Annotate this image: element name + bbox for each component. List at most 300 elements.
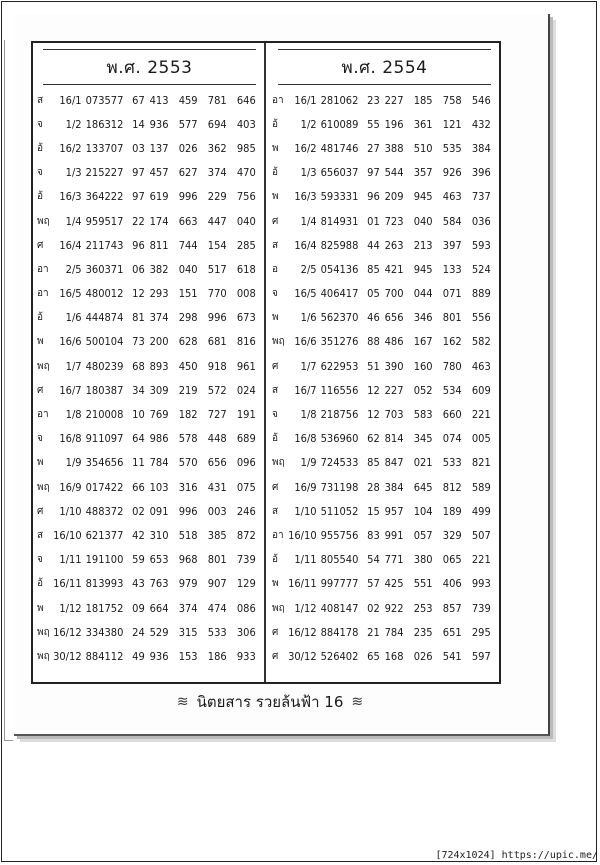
two-digit-cell: 57 xyxy=(367,577,380,591)
day-cell: จ xyxy=(272,288,278,300)
day-cell: อ้ xyxy=(272,167,279,179)
three-digit-cell: 219 xyxy=(178,383,198,397)
date-cell: 30/12 xyxy=(288,649,317,663)
three-digit-cell: 533 xyxy=(207,625,227,639)
day-cell: จ xyxy=(37,433,43,445)
three-digit-cell: 103 xyxy=(149,480,169,494)
day-cell: ศ xyxy=(272,481,279,493)
three-digit-cell: 160 xyxy=(413,359,433,373)
three-digit-cell: 463 xyxy=(471,359,491,373)
first-prize-cell: 480012 xyxy=(85,287,124,301)
two-digit-cell: 03 xyxy=(132,141,145,155)
day-cell: พฤ xyxy=(37,360,50,372)
three-digit-cell: 541 xyxy=(442,649,462,663)
date-cell: 1/7 xyxy=(65,359,82,373)
date-cell: 16/8 xyxy=(294,432,317,446)
first-prize-cell: 186312 xyxy=(85,117,124,131)
three-digit-cell: 044 xyxy=(413,287,433,301)
table-row xyxy=(35,548,264,572)
three-digit-cell: 811 xyxy=(149,238,169,252)
table-row xyxy=(35,402,264,426)
date-cell: 16/4 xyxy=(294,238,317,252)
table-row xyxy=(35,499,264,523)
day-cell: อ้ xyxy=(272,554,279,566)
left-ornament-icon: ≋ xyxy=(176,694,189,710)
three-digit-cell: 889 xyxy=(471,287,491,301)
three-digit-cell: 700 xyxy=(384,287,404,301)
first-prize-cell: 281062 xyxy=(320,93,359,107)
two-digit-cell: 49 xyxy=(132,649,145,663)
three-digit-cell: 660 xyxy=(442,408,462,422)
three-digit-cell: 801 xyxy=(442,311,462,325)
three-digit-cell: 384 xyxy=(471,141,491,155)
three-digit-cell: 374 xyxy=(207,166,227,180)
date-cell: 1/9 xyxy=(65,456,82,470)
three-digit-cell: 597 xyxy=(471,649,491,663)
date-cell: 1/7 xyxy=(300,359,317,373)
three-digit-cell: 096 xyxy=(236,456,256,470)
three-digit-cell: 040 xyxy=(413,214,433,228)
three-digit-cell: 316 xyxy=(178,480,198,494)
three-digit-cell: 374 xyxy=(149,311,169,325)
date-cell: 16/2 xyxy=(294,141,317,155)
three-digit-cell: 246 xyxy=(236,504,256,518)
day-cell: ศ xyxy=(37,384,44,396)
first-prize-cell: 191100 xyxy=(85,553,124,567)
date-cell: 1/4 xyxy=(300,214,317,228)
three-digit-cell: 507 xyxy=(471,528,491,542)
day-cell: อ้ xyxy=(37,142,44,154)
table-row xyxy=(35,427,264,451)
table-row xyxy=(35,88,264,112)
three-digit-cell: 737 xyxy=(471,190,491,204)
three-digit-cell: 397 xyxy=(442,238,462,252)
two-digit-cell: 09 xyxy=(132,601,145,615)
three-digit-cell: 295 xyxy=(471,625,491,639)
day-cell: ศ xyxy=(272,650,279,662)
first-prize-cell: 884112 xyxy=(85,649,124,663)
three-digit-cell: 583 xyxy=(413,408,433,422)
three-digit-cell: 137 xyxy=(149,141,169,155)
three-digit-cell: 182 xyxy=(178,408,198,422)
three-digit-cell: 769 xyxy=(149,408,169,422)
first-prize-cell: 959517 xyxy=(85,214,124,228)
table-row xyxy=(270,112,499,136)
three-digit-cell: 071 xyxy=(442,287,462,301)
first-prize-cell: 054136 xyxy=(320,262,359,276)
table-row xyxy=(270,402,499,426)
three-digit-cell: 227 xyxy=(384,93,404,107)
first-prize-cell: 825988 xyxy=(320,238,359,252)
three-digit-cell: 380 xyxy=(413,553,433,567)
three-digit-cell: 005 xyxy=(471,432,491,446)
three-digit-cell: 285 xyxy=(236,238,256,252)
three-digit-cell: 781 xyxy=(207,93,227,107)
two-digit-cell: 62 xyxy=(367,432,380,446)
first-prize-cell: 622953 xyxy=(320,359,359,373)
three-digit-cell: 577 xyxy=(178,117,198,131)
three-digit-cell: 816 xyxy=(236,335,256,349)
three-digit-cell: 167 xyxy=(413,335,433,349)
two-digit-cell: 14 xyxy=(132,117,145,131)
three-digit-cell: 821 xyxy=(471,456,491,470)
three-digit-cell: 517 xyxy=(207,262,227,276)
first-prize-cell: 211743 xyxy=(85,238,124,252)
three-digit-cell: 645 xyxy=(413,480,433,494)
two-digit-cell: 02 xyxy=(367,601,380,615)
page-footer xyxy=(160,690,380,714)
day-cell: พ xyxy=(37,457,44,469)
first-prize-cell: 813993 xyxy=(85,577,124,591)
two-digit-cell: 96 xyxy=(132,238,145,252)
three-digit-cell: 026 xyxy=(413,649,433,663)
day-cell: อ้ xyxy=(272,118,279,130)
three-digit-cell: 546 xyxy=(471,93,491,107)
three-digit-cell: 609 xyxy=(471,383,491,397)
day-cell: พ xyxy=(272,191,279,203)
three-digit-cell: 293 xyxy=(149,287,169,301)
two-digit-cell: 96 xyxy=(367,190,380,204)
table-row xyxy=(270,209,499,233)
table-row xyxy=(35,451,264,475)
three-digit-cell: 209 xyxy=(384,190,404,204)
two-digit-cell: 97 xyxy=(132,190,145,204)
date-cell: 30/12 xyxy=(53,649,82,663)
three-digit-cell: 739 xyxy=(471,601,491,615)
three-digit-cell: 040 xyxy=(178,262,198,276)
table-row xyxy=(270,88,499,112)
three-digit-cell: 996 xyxy=(178,504,198,518)
date-cell: 1/2 xyxy=(65,117,82,131)
two-digit-cell: 42 xyxy=(132,528,145,542)
three-digit-cell: 744 xyxy=(178,238,198,252)
three-digit-cell: 593 xyxy=(471,238,491,252)
day-cell: พ xyxy=(272,578,279,590)
table-row xyxy=(270,282,499,306)
three-digit-cell: 572 xyxy=(207,383,227,397)
three-digit-cell: 196 xyxy=(384,117,404,131)
three-digit-cell: 770 xyxy=(207,287,227,301)
lottery-results-table xyxy=(31,41,501,684)
three-digit-cell: 168 xyxy=(384,649,404,663)
date-cell: 16/6 xyxy=(59,335,82,349)
three-digit-cell: 814 xyxy=(384,432,404,446)
three-digit-cell: 945 xyxy=(413,262,433,276)
two-digit-cell: 51 xyxy=(367,359,380,373)
two-digit-cell: 02 xyxy=(132,504,145,518)
two-digit-cell: 46 xyxy=(367,311,380,325)
table-row xyxy=(270,330,499,354)
three-digit-cell: 656 xyxy=(207,456,227,470)
three-digit-cell: 653 xyxy=(149,553,169,567)
three-digit-cell: 346 xyxy=(413,311,433,325)
three-digit-cell: 936 xyxy=(149,649,169,663)
table-row xyxy=(35,112,264,136)
three-digit-cell: 663 xyxy=(178,214,198,228)
three-digit-cell: 357 xyxy=(413,166,433,180)
table-row xyxy=(35,233,264,257)
day-cell: ส xyxy=(272,384,279,396)
first-prize-cell: 215227 xyxy=(85,166,124,180)
three-digit-cell: 421 xyxy=(384,262,404,276)
three-digit-cell: 945 xyxy=(413,190,433,204)
table-row xyxy=(270,596,499,620)
three-digit-cell: 763 xyxy=(149,577,169,591)
two-digit-cell: 68 xyxy=(132,359,145,373)
two-digit-cell: 83 xyxy=(367,528,380,542)
right-ornament-icon: ≋ xyxy=(351,694,364,710)
three-digit-cell: 036 xyxy=(471,214,491,228)
three-digit-cell: 727 xyxy=(207,408,227,422)
three-digit-cell: 086 xyxy=(236,601,256,615)
three-digit-cell: 448 xyxy=(207,432,227,446)
two-digit-cell: 55 xyxy=(367,117,380,131)
first-prize-cell: 536960 xyxy=(320,432,359,446)
day-cell: พ xyxy=(37,336,44,348)
date-cell: 1/10 xyxy=(59,504,82,518)
three-digit-cell: 673 xyxy=(236,311,256,325)
three-digit-cell: 979 xyxy=(178,577,198,591)
table-row xyxy=(35,185,264,209)
three-digit-cell: 406 xyxy=(442,577,462,591)
three-digit-cell: 003 xyxy=(207,504,227,518)
three-digit-cell: 162 xyxy=(442,335,462,349)
three-digit-cell: 918 xyxy=(207,359,227,373)
date-cell: 16/3 xyxy=(59,190,82,204)
date-cell: 16/10 xyxy=(53,528,82,542)
three-digit-cell: 374 xyxy=(178,601,198,615)
date-cell: 16/3 xyxy=(294,190,317,204)
three-digit-cell: 229 xyxy=(207,190,227,204)
three-digit-cell: 186 xyxy=(207,649,227,663)
two-digit-cell: 06 xyxy=(132,262,145,276)
three-digit-cell: 104 xyxy=(413,504,433,518)
first-prize-cell: 814931 xyxy=(320,214,359,228)
table-row xyxy=(35,354,264,378)
three-digit-cell: 812 xyxy=(442,480,462,494)
three-digit-cell: 459 xyxy=(178,93,198,107)
year-header-left: พ.ศ. 2553 xyxy=(43,49,256,85)
day-cell: ส xyxy=(37,529,44,541)
three-digit-cell: 907 xyxy=(207,577,227,591)
table-row xyxy=(35,620,264,644)
first-prize-cell: 116556 xyxy=(320,383,359,397)
three-digit-cell: 486 xyxy=(384,335,404,349)
three-digit-cell: 936 xyxy=(149,117,169,131)
three-digit-cell: 801 xyxy=(207,553,227,567)
table-row xyxy=(270,499,499,523)
three-digit-cell: 463 xyxy=(442,190,462,204)
three-digit-cell: 651 xyxy=(442,625,462,639)
day-cell: ศ xyxy=(37,239,44,251)
two-digit-cell: 34 xyxy=(132,383,145,397)
three-digit-cell: 221 xyxy=(471,408,491,422)
year-column-right xyxy=(270,43,499,682)
day-cell: อ้ xyxy=(37,191,44,203)
three-digit-cell: 390 xyxy=(384,359,404,373)
table-row xyxy=(35,161,264,185)
first-prize-cell: 621377 xyxy=(85,528,124,542)
date-cell: 1/8 xyxy=(300,408,317,422)
day-cell: พ xyxy=(272,312,279,324)
two-digit-cell: 01 xyxy=(367,214,380,228)
table-row xyxy=(35,306,264,330)
three-digit-cell: 040 xyxy=(236,214,256,228)
three-digit-cell: 191 xyxy=(236,408,256,422)
first-prize-cell: 488372 xyxy=(85,504,124,518)
table-row xyxy=(35,596,264,620)
three-digit-cell: 384 xyxy=(384,480,404,494)
date-cell: 1/2 xyxy=(300,117,317,131)
date-cell: 1/12 xyxy=(294,601,317,615)
date-cell: 1/6 xyxy=(65,311,82,325)
first-prize-cell: 593331 xyxy=(320,190,359,204)
day-cell: อ้ xyxy=(37,312,44,324)
two-digit-cell: 22 xyxy=(132,214,145,228)
three-digit-cell: 533 xyxy=(442,456,462,470)
table-row xyxy=(270,306,499,330)
three-digit-cell: 619 xyxy=(149,190,169,204)
two-digit-cell: 21 xyxy=(367,625,380,639)
three-digit-cell: 961 xyxy=(236,359,256,373)
three-digit-cell: 993 xyxy=(471,577,491,591)
three-digit-cell: 432 xyxy=(471,117,491,131)
two-digit-cell: 54 xyxy=(367,553,380,567)
day-cell: พฤ xyxy=(272,336,285,348)
date-cell: 16/12 xyxy=(53,625,82,639)
two-digit-cell: 44 xyxy=(367,238,380,252)
day-cell: จ xyxy=(37,118,43,130)
first-prize-cell: 210008 xyxy=(85,408,124,422)
three-digit-cell: 991 xyxy=(384,528,404,542)
three-digit-cell: 361 xyxy=(413,117,433,131)
three-digit-cell: 499 xyxy=(471,504,491,518)
three-digit-cell: 664 xyxy=(149,601,169,615)
two-digit-cell: 66 xyxy=(132,480,145,494)
three-digit-cell: 310 xyxy=(149,528,169,542)
table-row xyxy=(270,185,499,209)
two-digit-cell: 81 xyxy=(132,311,145,325)
first-prize-cell: 406417 xyxy=(320,287,359,301)
three-digit-cell: 385 xyxy=(207,528,227,542)
day-cell: พฤ xyxy=(37,626,50,638)
three-digit-cell: 450 xyxy=(178,359,198,373)
three-digit-cell: 200 xyxy=(149,335,169,349)
three-digit-cell: 518 xyxy=(178,528,198,542)
day-cell: พฤ xyxy=(37,481,50,493)
table-row xyxy=(270,475,499,499)
three-digit-cell: 986 xyxy=(149,432,169,446)
table-row xyxy=(35,282,264,306)
first-prize-cell: 656037 xyxy=(320,166,359,180)
table-row xyxy=(270,523,499,547)
three-digit-cell: 057 xyxy=(413,528,433,542)
date-cell: 16/1 xyxy=(59,93,82,107)
three-digit-cell: 551 xyxy=(413,577,433,591)
two-digit-cell: 28 xyxy=(367,480,380,494)
three-digit-cell: 618 xyxy=(236,262,256,276)
two-digit-cell: 15 xyxy=(367,504,380,518)
two-digit-cell: 12 xyxy=(132,287,145,301)
day-cell: ศ xyxy=(272,626,279,638)
date-cell: 16/11 xyxy=(53,577,82,591)
three-digit-cell: 535 xyxy=(442,141,462,155)
three-digit-cell: 857 xyxy=(442,601,462,615)
three-digit-cell: 329 xyxy=(442,528,462,542)
day-cell: พฤ xyxy=(272,457,285,469)
first-prize-cell: 724533 xyxy=(320,456,359,470)
three-digit-cell: 388 xyxy=(384,141,404,155)
day-cell: อ xyxy=(272,263,279,275)
date-cell: 1/12 xyxy=(59,601,82,615)
table-row xyxy=(270,644,499,668)
three-digit-cell: 847 xyxy=(384,456,404,470)
three-digit-cell: 221 xyxy=(471,553,491,567)
first-prize-cell: 354656 xyxy=(85,456,124,470)
table-row xyxy=(35,209,264,233)
paper-stack-edge xyxy=(4,40,13,741)
three-digit-cell: 589 xyxy=(471,480,491,494)
three-digit-cell: 628 xyxy=(178,335,198,349)
date-cell: 16/5 xyxy=(59,287,82,301)
three-digit-cell: 213 xyxy=(413,238,433,252)
three-digit-cell: 065 xyxy=(442,553,462,567)
day-cell: อา xyxy=(37,288,49,300)
table-row xyxy=(35,572,264,596)
table-row xyxy=(270,161,499,185)
date-cell: 16/4 xyxy=(59,238,82,252)
three-digit-cell: 457 xyxy=(149,166,169,180)
day-cell: ส xyxy=(272,239,279,251)
date-cell: 16/1 xyxy=(294,93,317,107)
date-cell: 16/2 xyxy=(59,141,82,155)
three-digit-cell: 968 xyxy=(178,553,198,567)
three-digit-cell: 529 xyxy=(149,625,169,639)
date-cell: 2/5 xyxy=(65,262,82,276)
first-prize-cell: 181752 xyxy=(85,601,124,615)
three-digit-cell: 309 xyxy=(149,383,169,397)
three-digit-cell: 024 xyxy=(236,383,256,397)
three-digit-cell: 425 xyxy=(384,577,404,591)
two-digit-cell: 97 xyxy=(132,166,145,180)
year-column-left xyxy=(35,43,264,682)
day-cell: พ xyxy=(37,602,44,614)
three-digit-cell: 656 xyxy=(384,311,404,325)
table-row xyxy=(35,136,264,160)
first-prize-cell: 562370 xyxy=(320,311,359,325)
three-digit-cell: 396 xyxy=(471,166,491,180)
first-prize-cell: 480239 xyxy=(85,359,124,373)
two-digit-cell: 67 xyxy=(132,93,145,107)
three-digit-cell: 227 xyxy=(384,383,404,397)
first-prize-cell: 511052 xyxy=(320,504,359,518)
day-cell: ศ xyxy=(272,360,279,372)
three-digit-cell: 431 xyxy=(207,480,227,494)
three-digit-cell: 185 xyxy=(413,93,433,107)
first-prize-cell: 364222 xyxy=(85,190,124,204)
two-digit-cell: 05 xyxy=(367,287,380,301)
date-cell: 16/10 xyxy=(288,528,317,542)
date-cell: 16/5 xyxy=(294,287,317,301)
three-digit-cell: 052 xyxy=(413,383,433,397)
day-cell: พฤ xyxy=(37,650,50,662)
three-digit-cell: 403 xyxy=(236,117,256,131)
date-cell: 16/11 xyxy=(288,577,317,591)
date-cell: 16/9 xyxy=(59,480,82,494)
first-prize-cell: 218756 xyxy=(320,408,359,422)
three-digit-cell: 263 xyxy=(384,238,404,252)
day-cell: อ้ xyxy=(37,578,44,590)
